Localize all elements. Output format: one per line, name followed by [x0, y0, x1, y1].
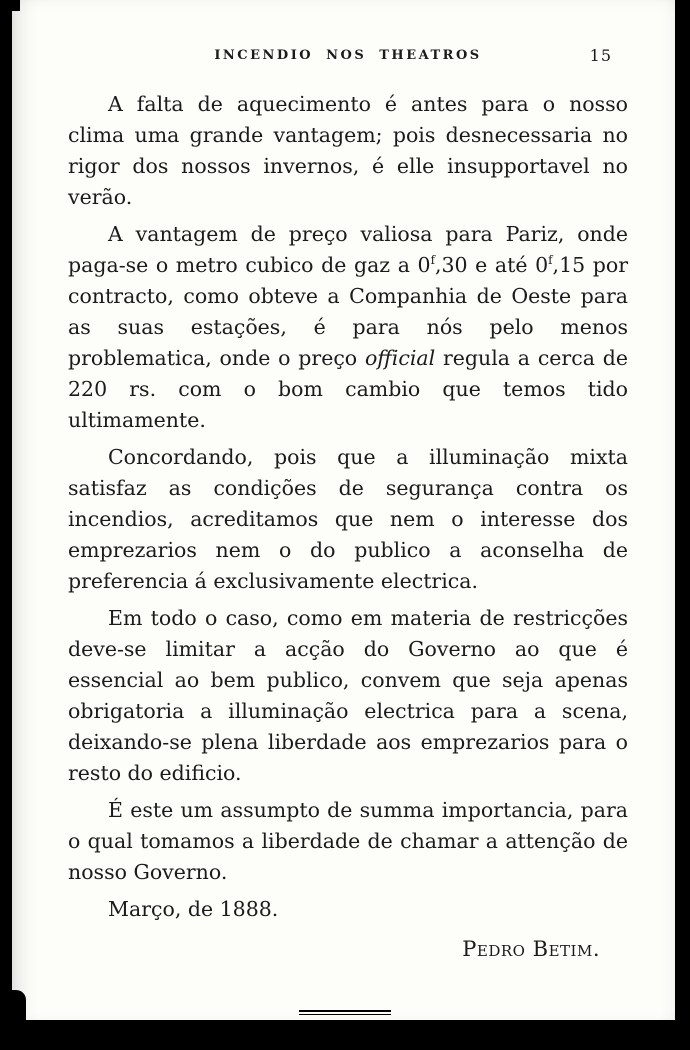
scan-edge-bottom [0, 1020, 690, 1050]
scan-edge-bottom-left [0, 990, 26, 1030]
scan-edge-left [0, 0, 12, 1050]
paragraph: A falta de aquecimento é antes para o nosso clima uma grande vantagem; pois desnecessaria no rigor dos nossos invernos, é elle insupportavel no verão. [68, 92, 628, 209]
signature: Pedro Betim. [462, 937, 600, 961]
paragraph: É este um assumpto de summa importancia, para o qual tomamos a liberdade de chamar a attenção de nosso Governo. [68, 798, 628, 884]
end-rule [299, 1010, 391, 1015]
scan-edge-right [675, 0, 690, 1050]
page-number: 15 [589, 46, 612, 65]
paragraph: A vantagem de preço valiosa para Pariz, onde paga-se o metro cubico de gaz a 0$^f$,30 e até 0$^f$,15 por contracto, como obteve a Companhia de Oeste para as suas estações, é para nós pelo menos problematica, onde o preço official regula a cerca de 220 rs. com o bom cambio que temos tido ultimamente. [68, 222, 629, 432]
paragraph: Em todo o caso, como em materia de restricções deve-se limitar a acção do Governo ao que é essencial ao bem publico, convem que seja apenas obrigatoria a illuminação electrica para a scena, deixando-se plena liberdade aos emprezarios para o resto do edificio. [68, 606, 628, 785]
paragraph: Março, de 1888. [108, 897, 279, 921]
running-head [68, 48, 628, 63]
paragraph: Concordando, pois que a illuminação mixta satisfaz as condições de segurança contra os incendios, acreditamos que nem o interesse dos emprezarios nem o do publico a aconselha de preferencia á exclusivamente electrica. [68, 445, 628, 593]
page-body [68, 89, 628, 925]
running-title: INCENDIO NOS THEATROS [214, 48, 482, 63]
scan-edge-top-left-corner [0, 0, 20, 11]
